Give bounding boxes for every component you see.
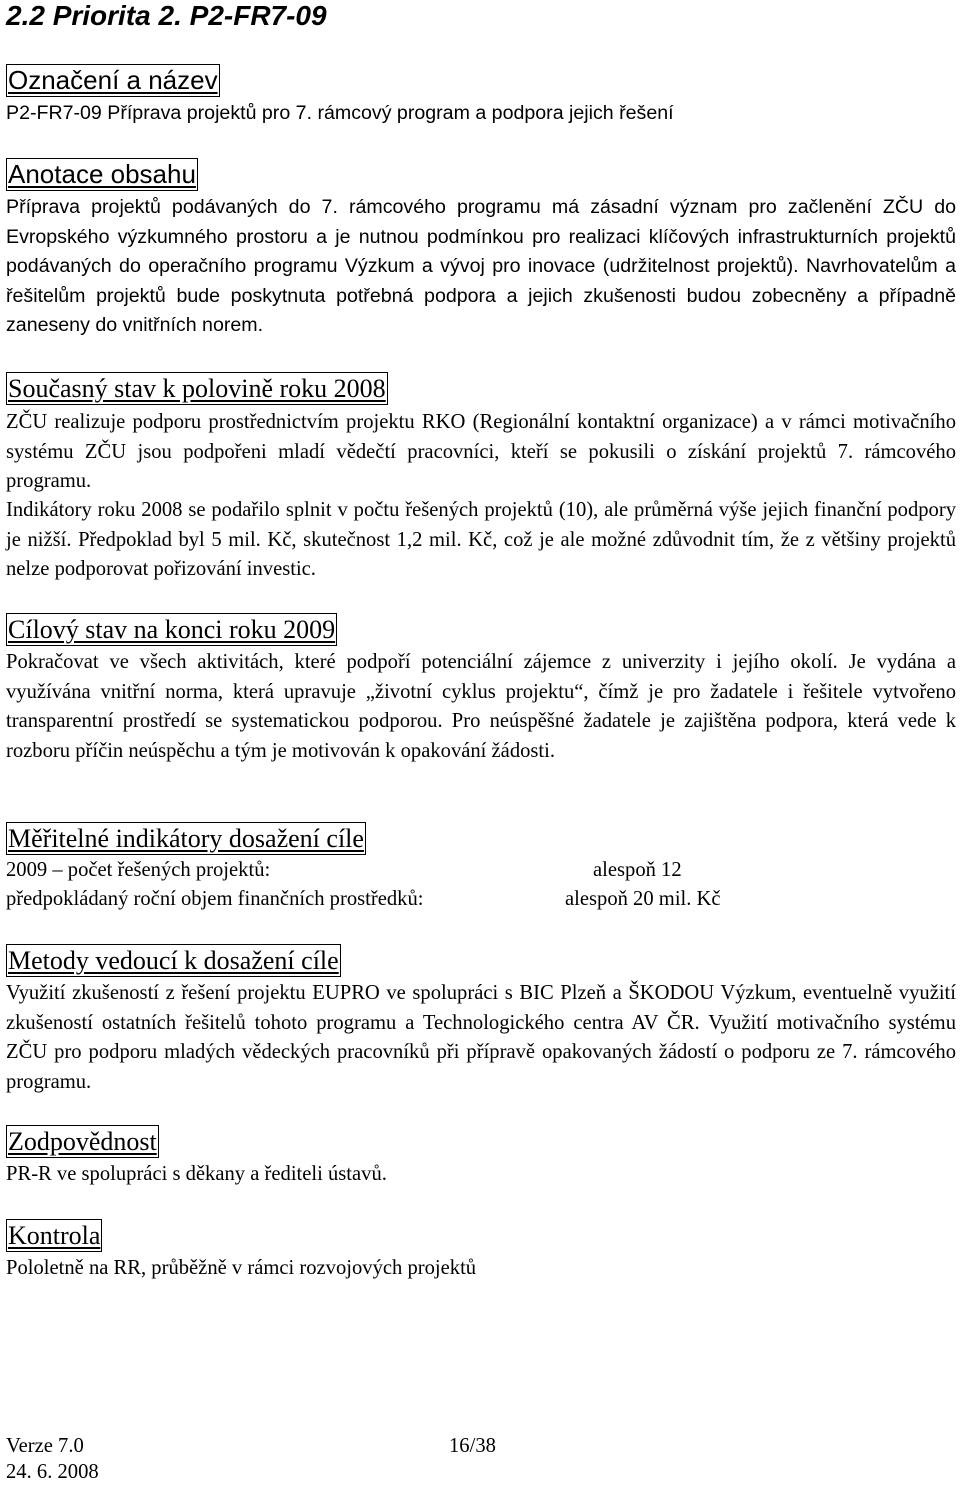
metody-title: Metody vedoucí k dosažení cíle <box>8 946 339 975</box>
soucasny-title-box <box>6 372 388 405</box>
anotace-title: Anotace obsahu <box>8 159 196 189</box>
indicator-value: alespoň 20 mil. Kč <box>565 888 721 910</box>
meritelne-title: Měřitelné indikátory dosažení cíle <box>8 824 364 853</box>
kontrola-title: Kontrola <box>8 1221 101 1250</box>
indicator-label: 2009 – počet řešených projektů: <box>6 859 271 881</box>
cilovy-title-box <box>6 613 337 646</box>
anotace-title-box <box>6 158 198 191</box>
anotace-text: Příprava projektů podávaných do 7. rámcového programu má zásadní význam pro začlenění ZČU do Evropského výzkumného prostoru a je nutnou podmínkou pro realizaci klíčových infrastrukturních projektů podávaných do operačního programu Výzkum a vývoj pro inovace (udržitelnost projektů). Navrhovatelům a řešitelům projektů bude poskytnuta potřebná podpora a jejich zkušenosti budou zobecněny a případně zaneseny do vnitřních norem. <box>6 196 956 336</box>
cilovy-text: Pokračovat ve všech aktivitách, které podpoří potenciální zájemce z univerzity i jejího okolí. Je vydána a využívána vnitřní norma, která upravuje „životní cyklus projektu“, čímž je pro žadatele i řešitele vytvořeno transparentní prostředí se systematickou podporou. Pro neúspěšné žadatele je zajištěna podpora, která vede k rozboru příčin neúspěchu a tým je motivován k opakování žádosti. <box>6 651 956 762</box>
metody-title-box <box>6 944 341 977</box>
soucasny-title: Současný stav k polovině roku 2008 <box>8 374 386 403</box>
indicator-value: alespoň 12 <box>593 859 682 881</box>
kontrola-text: Pololetně na RR, průběžně v rámci rozvojových projektů <box>6 1257 477 1279</box>
indicator-label: předpokládaný roční objem finančních prostředků: <box>6 888 424 910</box>
zodpovednost-title-box <box>6 1125 159 1158</box>
indicator-row-1 <box>6 856 270 885</box>
kontrola-title-box <box>6 1219 102 1252</box>
oznaceni-text: P2-FR7-09 Příprava projektů pro 7. rámcový program a podpora jejich řešení <box>6 102 674 124</box>
meritelne-title-box <box>6 822 366 855</box>
zodpovednost-text: PR-R ve spolupráci s děkany a řediteli ústavů. <box>6 1163 387 1185</box>
soucasny-paragraph-2: Indikátory roku 2008 se podařilo splnit v počtu řešených projektů (10), ale průměrná výše jejich finanční podpory je nižší. Předpoklad byl 5 mil. Kč, skutečnost 1,2 mil. Kč, což je ale možné zdůvodnit tím, že z většiny projektů nelze podporovat pořizování investic. <box>6 499 956 580</box>
oznaceni-title-box <box>6 64 220 97</box>
section-heading: 2.2 Priorita 2. P2-FR7-09 <box>6 0 327 31</box>
metody-text: Využití zkušeností z řešení projektu EUPRO ve spolupráci s BIC Plzeň a ŠKODOU Výzkum, eventuelně využití zkušeností ostatních řešitelů tohoto programu a Technologického centra AV ČR. Využití motivačního systému ZČU pro podporu mladých vědeckých pracovníků při přípravě opakovaných žádostí o podporu ze 7. rámcového programu. <box>6 982 956 1093</box>
indicator-row-2 <box>6 885 423 914</box>
cilovy-title: Cílový stav na konci roku 2009 <box>8 615 336 644</box>
footer-version: Verze 7.0 <box>6 1435 84 1457</box>
footer-date: 24. 6. 2008 <box>6 1461 99 1483</box>
oznaceni-title: Označení a název <box>8 65 218 95</box>
zodpovednost-title: Zodpovědnost <box>8 1127 157 1156</box>
soucasny-paragraph-1: ZČU realizuje podporu prostřednictvím projektu RKO (Regionální kontaktní organizace) a v rámci motivačního systému ZČU jsou podpořeni mladí vědečtí pracovníci, kteří se pokusili o získání projektů 7. rámcového programu. <box>6 411 956 492</box>
footer-page-number: 16/38 <box>449 1435 496 1457</box>
